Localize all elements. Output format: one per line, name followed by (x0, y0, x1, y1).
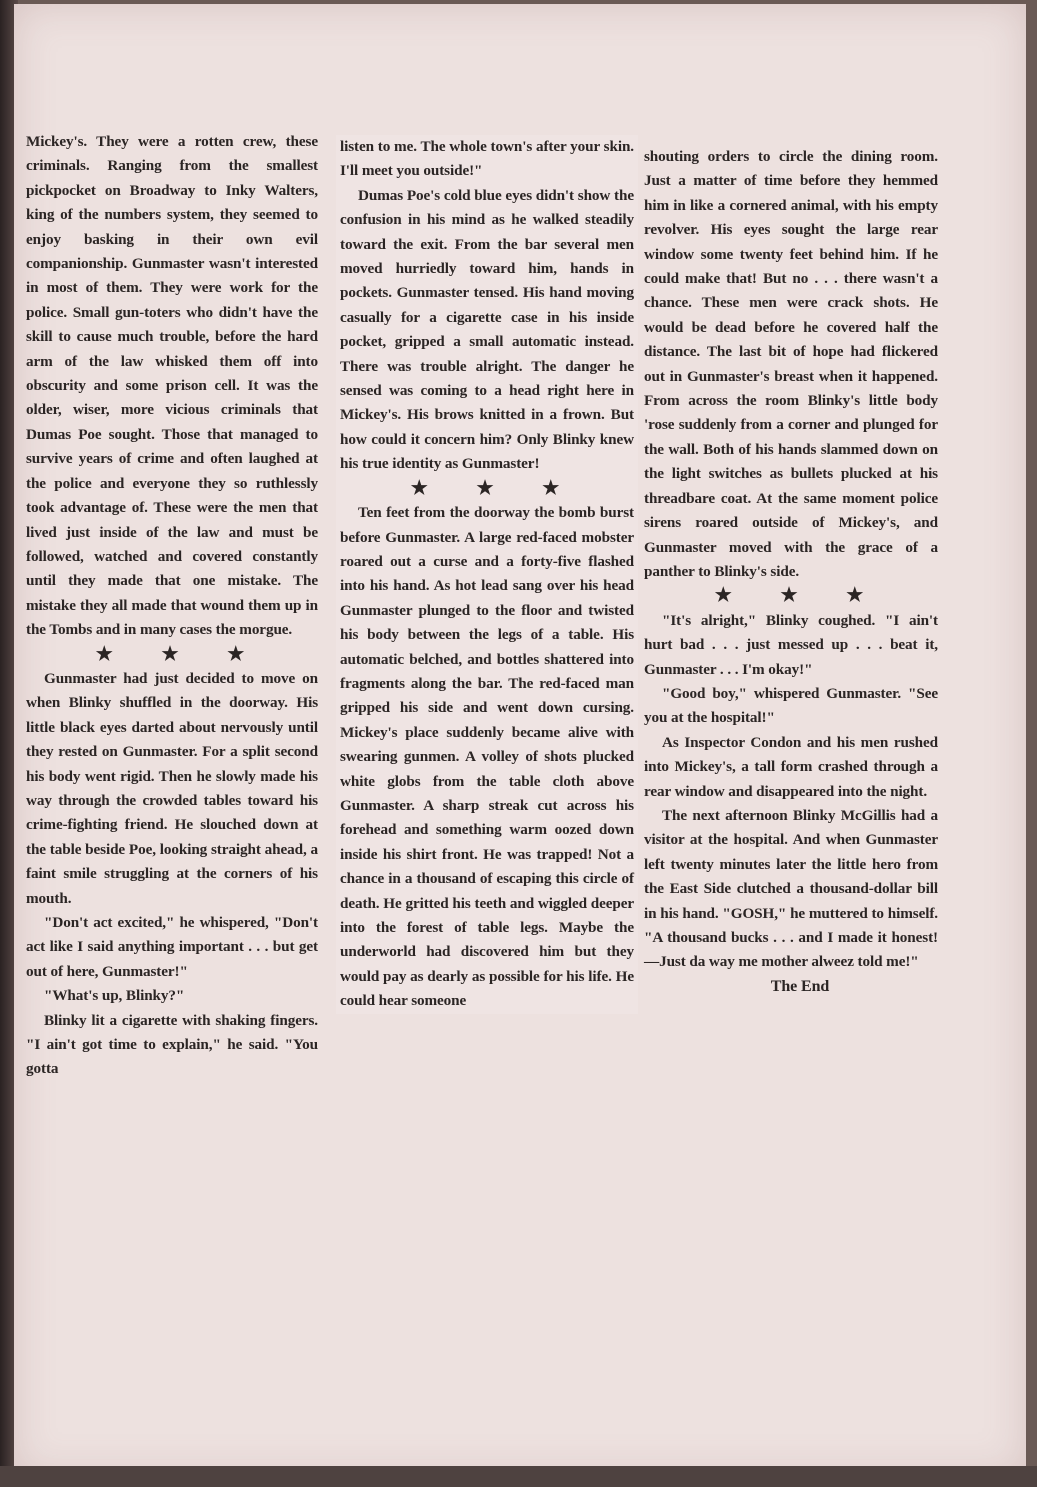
story-paragraph: Blinky lit a cigarette with shaking fingers. "I ain't got time to explain," he said. "You gotta (26, 1011, 318, 1078)
story-paragraph: As Inspector Condon and his men rushed into Mickey's, a tall form crashed through a rear window and disappeared into the night. (644, 733, 938, 800)
the-end-label: The End (770, 977, 830, 995)
story-paragraph: "Don't act excited," he whispered, "Don't act like I said anything important . . . but get out of here, Gunmaster!" (26, 914, 318, 980)
section-break-stars: ★ ★ ★ (714, 585, 886, 607)
story-paragraph: "Good boy," whispered Gunmaster. "See you at the hospital!" (644, 684, 938, 727)
story-paragraph: Dumas Poe's cold blue eyes didn't show the confusion in his mind as he walked steadily toward the exit. From the bar several men moved hurriedly toward him, hands in pockets. Gunmaster tensed. His hand moving casually for a cigarette case in his inside pocket, gripped a small automatic instead. There was trouble alright. The danger he sensed was coming to a head right here in Mickey's. His brows knitted in a frown. But how could it concern him? Only Blinky knew his true identity as Gunmaster! (340, 186, 634, 473)
section-break-stars: ★ ★ ★ (95, 643, 267, 665)
section-break-stars: ★ ★ ★ (410, 477, 582, 499)
text-column-1 (26, 130, 318, 1082)
story-paragraph: Gunmaster had just decided to move on when Blinky shuffled in the doorway. His little black eyes darted about nervously until they rested on Gunmaster. For a split second his body went rigid. Then he slowly made his way through the crowded tables toward his crime-fighting friend. He slouched down at the table beside Poe, looking straight ahead, a faint smile struggling at the corners of his mouth. (26, 669, 318, 907)
story-paragraph: The next afternoon Blinky McGillis had a visitor at the hospital. And when Gunmaster left twenty minutes later the little hero from the East Side clutched a thousand-dollar bill in his hand. "GOSH," he muttered to himself. "A thousand bucks . . . and I made it honest! —Just da way me mother alweez told me!" (644, 806, 938, 971)
story-page (14, 4, 1026, 1476)
story-paragraph: "What's up, Blinky?" (44, 987, 185, 1005)
text-column-3 (644, 145, 938, 999)
story-paragraph: "It's alright," Blinky coughed. "I ain't hurt bad . . . just messed up . . . beat it, Gunmaster . . . I'm okay!" (644, 611, 938, 678)
text-column-2 (336, 135, 638, 1014)
page-bottom-edge (0, 1466, 1037, 1487)
story-paragraph: listen to me. The whole town's after your skin. I'll meet you outside!" (340, 138, 634, 180)
story-paragraph: Ten feet from the doorway the bomb burst before Gunmaster. A large red-faced mobster roared out a curse and a forty-five flashed into his hand. As hot lead sang over his head Gunmaster plunged to the floor and twisted his body between the legs of a table. His automatic belched, and bottles shattered into fragments along the bar. The red-faced man gripped his side and went down cursing. Mickey's place suddenly became alive with swearing gunmen. A volley of shots plucked white globs from the table cloth above Gunmaster. A sharp streak cut across his forehead and something warm oozed down inside his shirt front. He was trapped! Not a chance in a thousand of escaping this circle of death. He gritted his teeth and wiggled deeper into the forest of table legs. Maybe the underworld had discovered him but they would pay as dearly as possible for his life. He could hear someone (340, 504, 634, 1010)
story-paragraph: shouting orders to circle the dining room. Just a matter of time before they hemmed him in like a cornered animal, with his empty revolver. His eyes sought the large rear window some twenty feet behind him. If he could make that! But no . . . there wasn't a chance. These men were crack shots. He would be dead before he covered half the distance. The last bit of hope had flickered out in Gunmaster's breast when it happened. From across the room Blinky's little body 'rose suddenly from a corner and plunged for the wall. Both of his hands slammed down on the light switches as bullets plucked at his threadbare coat. At the same moment police sirens roared outside of Mickey's, and Gunmaster moved with the grace of a panther to Blinky's side. (644, 148, 938, 580)
story-paragraph: Mickey's. They were a rotten crew, these criminals. Ranging from the smallest pickpocket on Broadway to Inky Walters, king of the numbers system, they seemed to enjoy basking in their own evil companionship. Gunmaster wasn't interested in most of them. They were work for the police. Small gun-toters who didn't have the skill to cause much trouble, before the hard arm of the law whisked them off into obscurity and some prison cell. It was the older, wiser, more vicious criminals that Dumas Poe sought. Those that managed to survive years of crime and often laughed at the police and everyone they so ruthlessly took advantage of. These were the men that lived just inside of the law and must be followed, watched and covered constantly until they made that one mistake. The mistake they all made that wound them up in the Tombs and in many cases the morgue. (26, 133, 318, 639)
